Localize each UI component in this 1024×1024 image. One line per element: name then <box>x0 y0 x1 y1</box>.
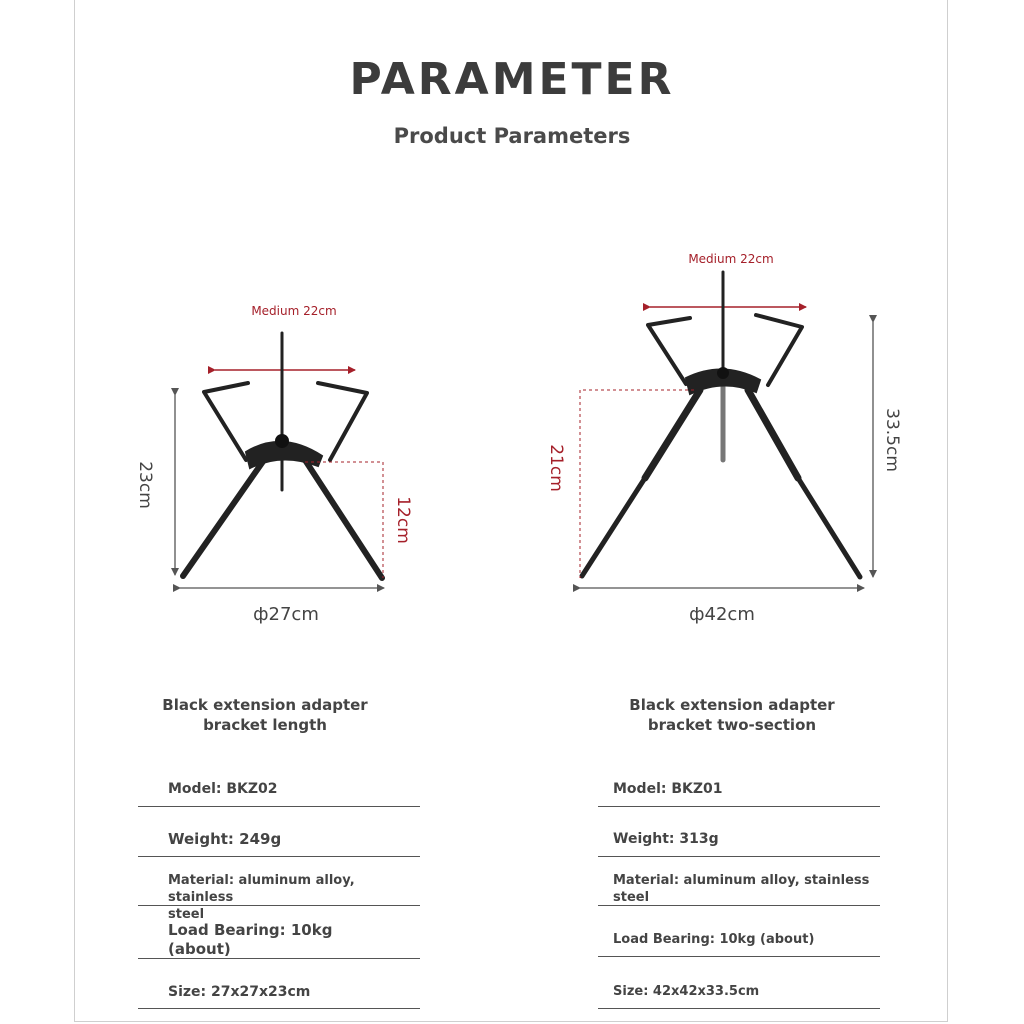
left-product-caption <box>150 695 380 735</box>
right-leg-height-label: 21cm <box>546 444 566 492</box>
right-spec-size: Size: 42x42x33.5cm <box>598 983 880 1009</box>
right-diameter-label: ф42cm <box>689 604 755 625</box>
right-spec-load: Load Bearing: 10kg (about) <box>598 931 880 957</box>
left-height-label: 23cm <box>135 461 155 509</box>
right-height-label: 33.5cm <box>882 408 902 472</box>
right-medium-label: Medium 22cm <box>688 252 774 266</box>
left-spec-model: Model: BKZ02 <box>138 780 420 807</box>
left-spec-size: Size: 27x27x23cm <box>138 983 420 1009</box>
left-diameter-label: ф27cm <box>253 604 319 625</box>
left-spec-weight: Weight: 249g <box>138 830 420 857</box>
left-caption-line2: bracket length <box>203 716 327 734</box>
right-spec-material: Material: aluminum alloy, stainless steel <box>598 872 880 906</box>
page-subtitle: Product Parameters <box>393 124 631 148</box>
page-title: PARAMETER <box>349 54 675 105</box>
right-tripod-image <box>582 272 860 577</box>
left-medium-label: Medium 22cm <box>251 304 337 318</box>
right-spec-model: Model: BKZ01 <box>598 780 880 807</box>
left-spec-material: Material: aluminum alloy, stainless steel <box>138 872 420 906</box>
right-product-caption <box>617 695 847 735</box>
left-tripod-diagram <box>135 304 413 625</box>
right-tripod-diagram <box>546 252 902 625</box>
left-spec-load: Load Bearing: 10kg (about) <box>138 921 420 959</box>
left-leg-height-label: 12cm <box>393 496 413 544</box>
right-caption-line1: Black extension adapter <box>629 696 835 714</box>
right-caption-line2: bracket two-section <box>647 716 817 734</box>
right-spec-weight: Weight: 313g <box>598 830 880 857</box>
left-caption-line1: Black extension adapter <box>162 696 368 714</box>
